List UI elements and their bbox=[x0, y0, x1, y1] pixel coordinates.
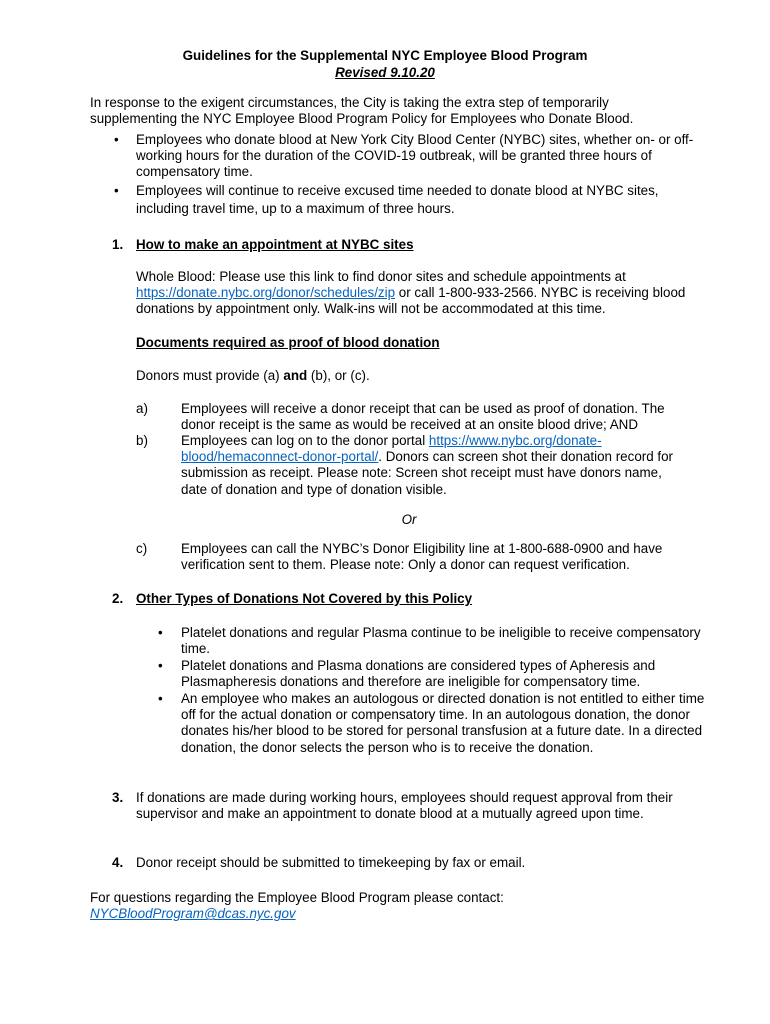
donors-text: Donors must provide (a) bbox=[136, 368, 280, 383]
documents-heading bbox=[136, 335, 686, 351]
or-separator: Or bbox=[401, 512, 417, 527]
intro-bullet-text: Employees will continue to receive excused time needed to donate blood at NYBC sites, including travel time, up to a maximum of three hours. bbox=[136, 183, 659, 216]
revised-date: Revised 9.10.20 bbox=[335, 65, 435, 80]
intro-bullet bbox=[114, 182, 706, 218]
list-item-b bbox=[136, 433, 686, 498]
section-heading: Other Types of Donations Not Covered by this Policy bbox=[136, 591, 473, 606]
bullet-icon: • bbox=[114, 183, 119, 198]
section-3 bbox=[112, 790, 692, 822]
bullet-icon: • bbox=[158, 625, 163, 640]
section-number: 4. bbox=[112, 855, 124, 870]
documents-heading-text: Documents required as proof of blood donation bbox=[136, 335, 440, 350]
section-number: 1. bbox=[112, 237, 124, 252]
section-2-bullet bbox=[158, 691, 711, 756]
whole-blood-text-end: or call 1-800-933-2566. NYBC is receiving blood donations by appointment only. Walk-ins will not be accommodated at this time. bbox=[136, 285, 686, 317]
section-1-heading bbox=[112, 237, 692, 253]
whole-blood-text: Whole Blood: Please use this link to find donor sites and schedule appointments at bbox=[136, 269, 626, 284]
bullet-icon: • bbox=[114, 132, 119, 147]
section-2-heading bbox=[112, 591, 692, 607]
donors-and: and bbox=[283, 368, 308, 383]
section-text: If donations are made during working hours, employees should request approval from their supervisor and make an appointment to donate blood at a mutually agreed upon time. bbox=[136, 790, 673, 822]
list-item-text-end: . Donors can screen shot their donation record for submission as receipt. Please note: Screen shot receipt must have donors name, date of donation and type of donation visible. bbox=[181, 449, 674, 497]
contact-email-link[interactable]: NYCBloodProgram@dcas.nyc.gov bbox=[90, 906, 296, 922]
list-label: c) bbox=[136, 541, 148, 556]
section-2-bullet bbox=[158, 625, 711, 657]
list-item-a bbox=[136, 401, 686, 433]
intro-bullet bbox=[114, 132, 706, 181]
section-heading: How to make an appointment at NYBC sites bbox=[136, 237, 414, 252]
donor-portal-link[interactable]: https://www.nybc.org/donate-blood/hemaconnect-donor-portal/ bbox=[181, 433, 602, 465]
list-label: a) bbox=[136, 401, 148, 416]
bullet-text: An employee who makes an autologous or directed donation is not entitled to either time off for the actual donation or compensatory time. In an autologous donation, the donor donates his/her blood to be stored for personal transfusion at a future date. In a directed donation, the donor selects the person who is to receive the donation. bbox=[181, 691, 705, 755]
donors-must-provide bbox=[136, 368, 686, 384]
list-item-text: Employees can log on to the donor portal bbox=[181, 433, 426, 448]
document-title: Guidelines for the Supplemental NYC Employee Blood Program bbox=[182, 48, 588, 63]
section-number: 2. bbox=[112, 591, 124, 606]
intro-paragraph: In response to the exigent circumstances, the City is taking the extra step of temporarily supplementing the NYC Employee Blood Program Policy for Employees who Donate Blood. bbox=[90, 95, 634, 127]
section-number: 3. bbox=[112, 790, 124, 805]
section-4 bbox=[112, 855, 692, 871]
contact-text: For questions regarding the Employee Blood Program please contact: bbox=[90, 890, 504, 905]
whole-blood-paragraph bbox=[136, 269, 686, 318]
list-item-text: Employees will receive a donor receipt that can be used as proof of donation. The donor receipt is the same as would be received at an onsite blood drive; AND bbox=[181, 401, 665, 433]
donors-text-end: (b), or (c). bbox=[310, 368, 370, 383]
schedule-appointment-link[interactable]: https://donate.nybc.org/donor/schedules/zip bbox=[136, 285, 396, 301]
bullet-text: Platelet donations and regular Plasma continue to be ineligible to receive compensatory time. bbox=[181, 625, 701, 657]
bullet-text: Platelet donations and Plasma donations are considered types of Apheresis and Plasmapheresis donations and therefore are ineligible for compensatory time. bbox=[181, 658, 656, 690]
bullet-icon: • bbox=[158, 658, 163, 673]
contact-footer bbox=[90, 890, 690, 922]
list-item-text: Employees can call the NYBC’s Donor Eligibility line at 1-800-688-0900 and have verification sent to them. Please note: Only a donor can request verification. bbox=[181, 541, 663, 573]
section-text: Donor receipt should be submitted to timekeeping by fax or email. bbox=[136, 855, 526, 870]
section-2-bullet bbox=[158, 658, 711, 690]
list-label: b) bbox=[136, 433, 148, 448]
bullet-icon: • bbox=[158, 691, 163, 706]
intro-bullet-text: Employees who donate blood at New York City Blood Center (NYBC) sites, whether on- or off- working hours for the duration of the COVID-19 outbreak, will be granted three hours of compensatory time. bbox=[136, 132, 694, 180]
list-item-c bbox=[136, 541, 686, 573]
